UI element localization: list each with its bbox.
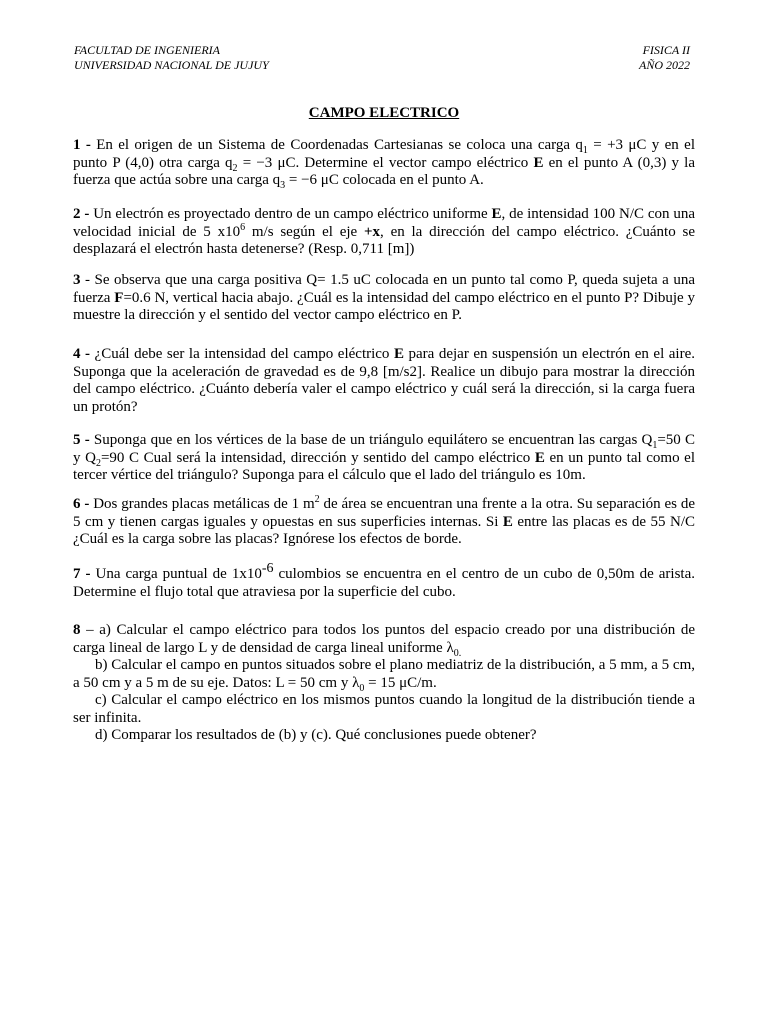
axis-symbol: +x [363,223,381,240]
header-left [74,43,269,73]
superscript: -6 [261,561,274,576]
problem-text: Una carga puntual de 1x10 [90,566,262,582]
problem-text: en un punto tal como el tercer vértice del triángulo? Suponga para el cálculo que el lado del triángulo es 10m. [73,449,695,483]
course-name: FISICA II [642,43,690,57]
vector-symbol: E [533,154,544,171]
university-name: UNIVERSIDAD NACIONAL DE JUJUY [74,58,269,72]
problem-text: Un electrón es proyectado dentro de un campo eléctrico uniforme [89,206,492,222]
part-b [73,657,695,692]
problem-text: En el origen de un Sistema de Coordenadas Cartesianas se coloca una carga q [90,137,583,153]
part-d: d) Comparar los resultados de (b) y (c). Qué conclusiones puede obtener? [95,727,537,743]
problem-number: 7 - [73,566,91,582]
problem-text: culombios se encuentra en el centro de un cubo de 0,50m de arista. Determine el flujo total que atraviesa por la superficie del cubo. [73,566,695,600]
problem-text: Dos grandes placas metálicas de 1 m [89,496,315,512]
subscript: 1 [582,145,588,156]
problem-text: m/s según el eje [245,223,364,240]
problem-text: b) Calcular el campo en puntos situados sobre el plano mediatriz de la distribución, a 5 mm, a 5 cm, a 50 cm y a 5 m de su eje. Datos: L = 50 cm y λ [73,657,695,691]
subscript: 0. [453,647,462,659]
subscript: 2 [232,162,238,174]
problem-text: de área se encuentran una frente a la otra. Su separación es de 5 cm y tienen cargas iguales y opuestas en sus superficies internas. Si [73,496,695,530]
problem-text: =50 C y Q [73,432,695,466]
problem-4 [73,346,695,416]
subscript: 0 [359,682,365,694]
superscript: 6 [240,221,246,233]
problem-number: 5 - [73,432,90,448]
problem-number: 1 - [73,137,91,153]
subscript: 1 [652,440,658,451]
superscript: 2 [314,494,320,505]
problem-text: , en la dirección del campo eléctrico. ¿Cuánto se desplazará el electrón hasta detenerse? (Resp. 0,711 [m]) [73,223,695,257]
page-title: CAMPO ELECTRICO [308,105,460,121]
subscript: 2 [95,457,101,469]
problem-text: , de intensidad 100 N/C con una velocidad inicial de 5 x10 [73,206,695,240]
problem-number: 3 [73,272,81,288]
problem-text: – a) Calcular el campo eléctrico para todos los puntos del espacio creado por una distribución de carga lineal de largo L y de densidad de carga lineal uniforme λ [73,622,695,656]
problem-text: - Se observa que una carga positiva Q= 1.5 uC colocada en un punto tal como P, queda sujeta a una fuerza [73,272,695,306]
problem-text: en el punto A (0,3) y la fuerza que actúa sobre una carga q [73,154,695,188]
problem-text: = 15 μC/m. [364,674,437,691]
problem-3 [73,272,695,325]
problem-2 [73,206,695,259]
header-right [580,43,690,73]
vector-symbol: E [393,346,404,362]
vector-symbol: E [534,449,545,466]
problem-text: =0.6 N, vertical hacia abajo. ¿Cuál es la intensidad del campo eléctrico en el punto P? Dibuje y muestre la dirección y el sentido del vector campo eléctrico en P. [73,289,695,323]
vector-symbol: E [502,513,513,530]
problem-text: ¿Cuál debe ser la intensidad del campo eléctrico [90,346,394,362]
part-c: c) Calcular el campo eléctrico en los mismos puntos cuando la longitud de la distribución tiende a ser infinita. [73,692,695,726]
problem-text: Suponga que en los vértices de la base de un triángulo equilátero se encuentran las cargas Q [89,432,653,448]
problem-5 [73,432,695,485]
vector-symbol: E [491,206,502,222]
vector-symbol: F [114,289,124,306]
part-a [73,622,695,657]
problem-text: para dejar en suspensión un electrón en el aire. Suponga que la aceleración de gravedad es de 9,8 [m/s2]. Realice un dibujo para mostrar la dirección del campo eléctrico. ¿Cuánto debería valer el campo eléctrico y cuál será la dirección, si la carga fuera un protón? [73,346,695,415]
problem-number: 6 - [73,496,90,512]
problem-text: = −3 μC. Determine el vector campo eléctrico [237,154,534,171]
problem-number: 4 - [73,346,91,362]
problem-6 [73,496,695,549]
problem-8 [73,622,695,745]
problem-7 [73,561,695,601]
subscript: 3 [280,180,286,191]
problem-text: =90 C Cual será la intensidad, dirección y sentido del campo eléctrico [100,449,535,466]
faculty-name: FACULTAD DE INGENIERIA [74,43,220,57]
problem-text: = +3 μC y en el punto P (4,0) otra carga q [73,137,695,171]
problem-text: = −6 μC colocada en el punto A. [285,172,484,188]
course-year: AÑO 2022 [639,58,690,72]
problem-number: 2 - [73,206,90,222]
problem-1 [73,137,695,190]
problem-number: 8 [73,622,81,638]
problem-text: entre las placas es de 55 N/C ¿Cuál es la carga sobre las placas? Ignórese los efectos de borde. [73,513,695,547]
